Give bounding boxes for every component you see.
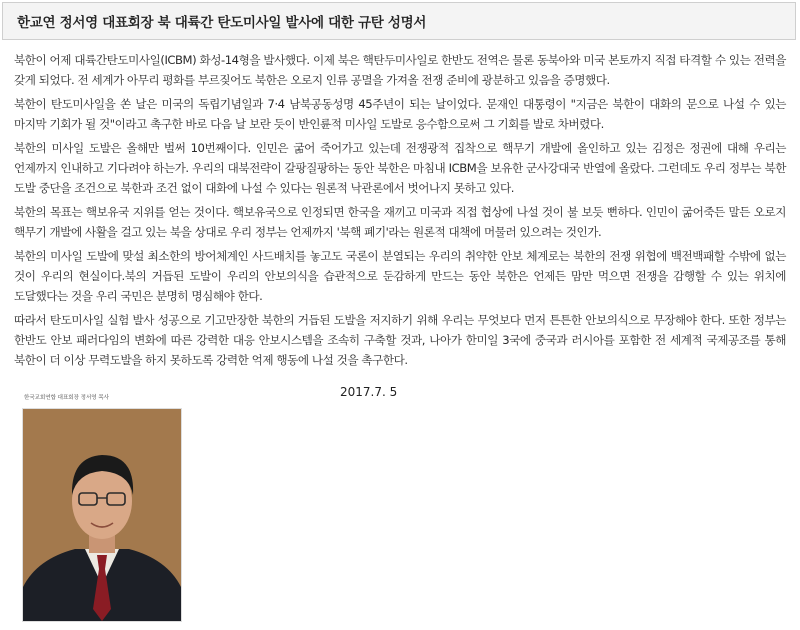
paragraph-1: 북한이 어제 대륙간탄도미사일(ICBM) 화성-14형을 발사했다. 이제 북은 핵탄두미사일로 한반도 전역은 물론 동북아와 미국 본토까지 직접 타격할 수 있는 전력을 갖게 되었다. 전 세계가 아무리 평화를 부르짖어도 북한은 오로지 인류 공멸을 가져올 전쟁 준비에 광분하고 있음을 증명했다. [14,53,786,87]
page-title: 한교연 정서영 대표회장 북 대륙간 탄도미사일 발사에 대한 규탄 성명서 [17,15,427,31]
statement-date: 2017.7. 5 [340,385,398,399]
title-bar [2,2,796,40]
paragraph-4: 북한의 목표는 핵보유국 지위를 얻는 것이다. 핵보유국으로 인정되면 한국을 재끼고 미국과 직접 협상에 나설 것이 불 보듯 뻔하다. 인민이 굶어죽든 말든 오로지 핵무기 개발에 사활을 걸고 있는 북을 상대로 우리 정부는 언제까지 '북핵 폐기'라는 원론적 대책에 머물러 있으려는 것인가. [14,205,786,239]
portrait-icon [23,409,181,621]
statement-body [14,50,786,374]
paragraph-6: 따라서 탄도미사일 실험 발사 성공으로 기고만장한 북한의 거듭된 도발을 저지하기 위해 우리는 무엇보다 먼저 튼튼한 안보의식으로 무장해야 한다. 또한 정부는 한반도 안보 패러다임의 변화에 따른 강력한 대응 안보시스템을 조속히 구축할 것과, 나아가 한미일 3국에 중국과 러시아를 포함한 전 세계적 국제공조를 통해 북한이 더 이상 무력도발을 하지 못하도록 강력한 억제 행동에 나설 것을 촉구한다. [14,313,786,367]
photo-caption: 한국교회연합 대표회장 정서영 목사 [24,395,109,401]
portrait-photo [22,408,182,622]
paragraph-5: 북한의 미사일 도발에 맞설 최소한의 방어체계인 사드배치를 놓고도 국론이 분열되는 우리의 취약한 안보 체계로는 북한의 전쟁 위협에 백전백패할 수밖에 없는 것이 우리의 현실이다.북의 거듭된 도발이 우리의 안보의식을 습관적으로 둔감하게 만드는 동안 북한은 언제든 맘만 먹으면 전쟁을 감행할 수 있는 위치에 도달했다는 것을 우리 국민은 분명히 명심해야 한다. [14,249,786,303]
paragraph-3: 북한의 미사일 도발은 올해만 벌써 10번째이다. 인민은 굶어 죽어가고 있는데 전쟁광적 집착으로 핵무기 개발에 올인하고 있는 김정은 정권에 대해 우리는 언제까지 인내하고 기다려야 하는가. 우리의 대북전략이 갈팡질팡하는 동안 북한은 마침내 ICBM을 보유한 군사강대국 반열에 올랐다. 그런데도 우리 정부는 북한 도발 중단을 조건으로 북한과 조건 없이 대화에 나설 수 있다는 원론적 낙관론에서 벗어나지 못하고 있다. [14,141,786,195]
paragraph-2: 북한이 탄도미사일을 쏜 날은 미국의 독립기념일과 7·4 남북공동성명 45주년이 되는 날이었다. 문재인 대통령이 "지금은 북한이 대화의 문으로 나설 수 있는 마지막 기회가 될 것"이라고 촉구한 바로 다음 날 보란 듯이 반인륜적 미사일 도발로 응수함으로써 그 기회를 발로 차버렸다. [14,97,786,131]
